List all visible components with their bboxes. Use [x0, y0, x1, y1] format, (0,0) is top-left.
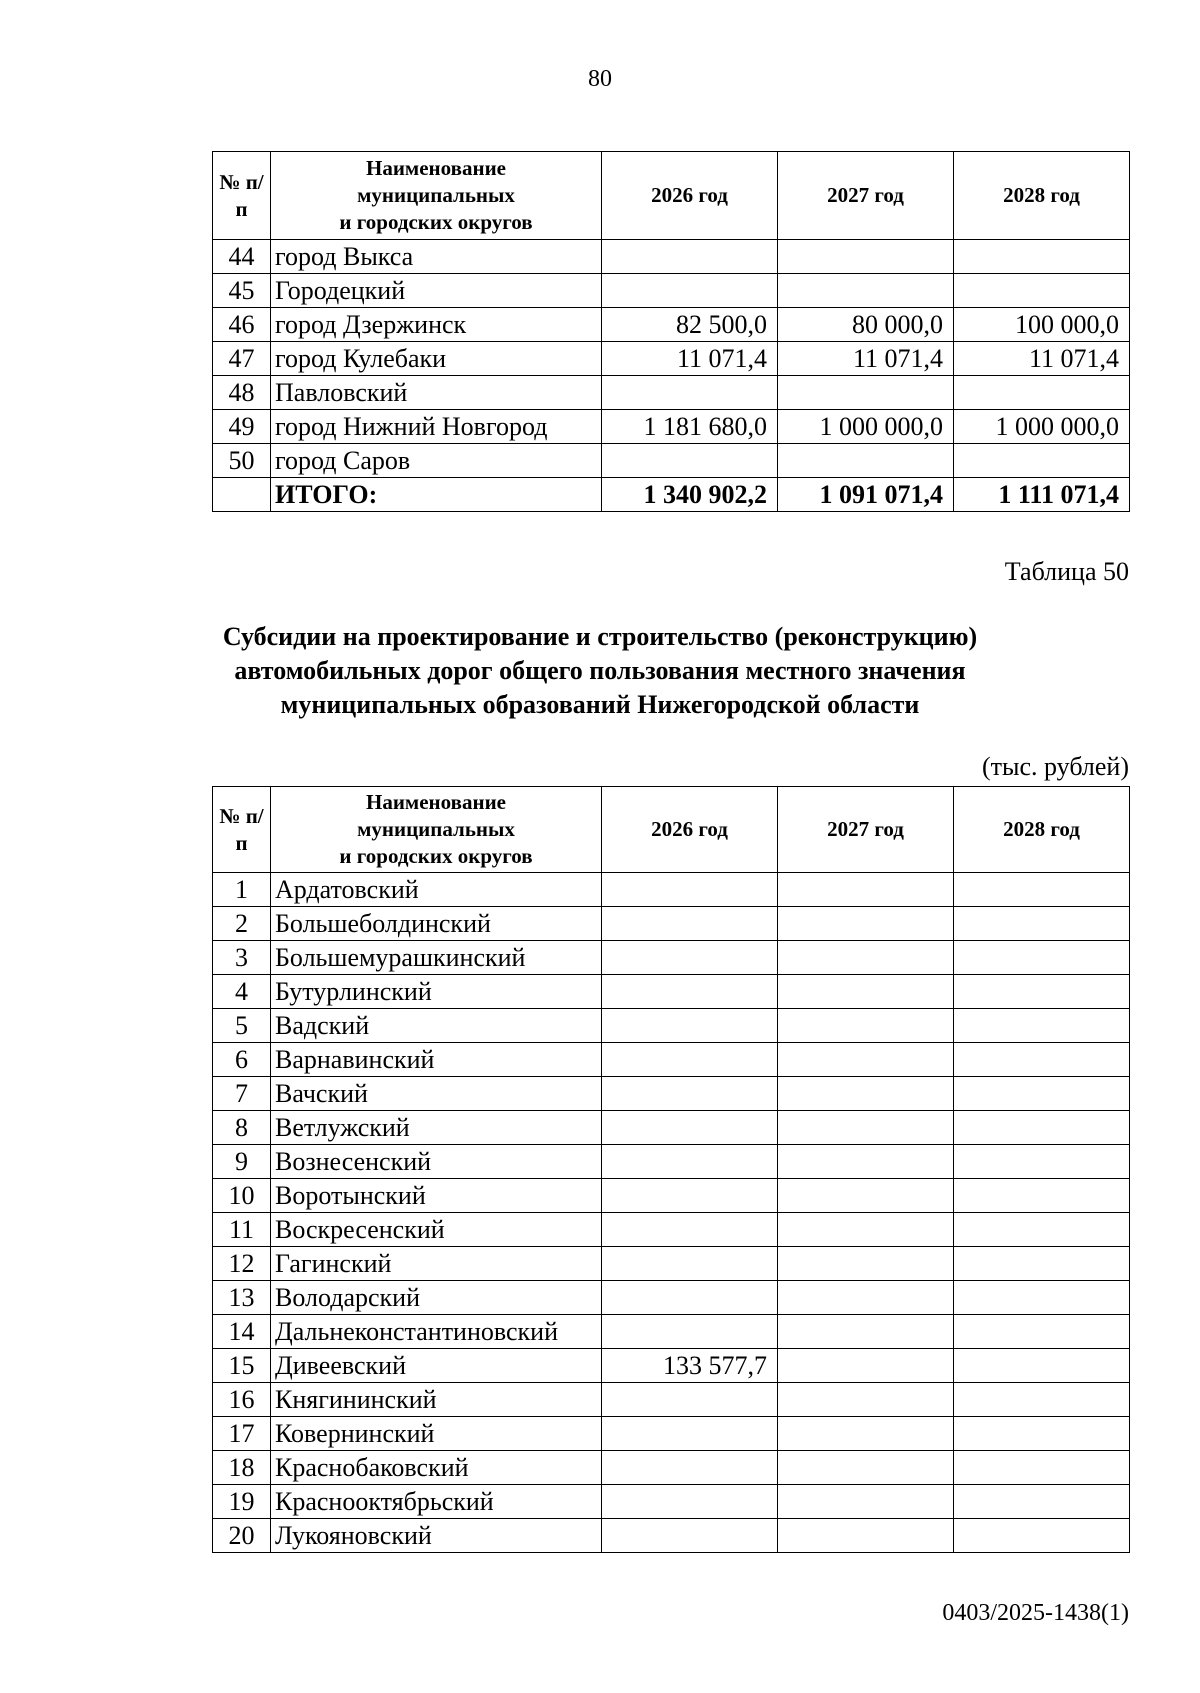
header-2026: 2026 год [602, 787, 778, 873]
table-row [213, 1519, 1130, 1553]
row-value-2027 [778, 1077, 954, 1111]
row-number: 18 [213, 1451, 271, 1485]
row-value-2028: 100 000,0 [954, 308, 1130, 342]
row-number: 45 [213, 274, 271, 308]
row-value-2027 [778, 376, 954, 410]
row-value-2026 [602, 1213, 778, 1247]
header-name-line: муниципальных [357, 817, 515, 841]
row-value-2028 [954, 1383, 1130, 1417]
row-name: Ардатовский [271, 873, 602, 907]
header-2027: 2027 год [778, 787, 954, 873]
row-name: Ковернинский [271, 1417, 602, 1451]
row-value-2027 [778, 1519, 954, 1553]
row-value-2026 [602, 873, 778, 907]
row-value-2027 [778, 907, 954, 941]
row-value-2028 [954, 1281, 1130, 1315]
row-value-2027 [778, 1349, 954, 1383]
header-name-line: Наименование [366, 156, 506, 180]
table-row [213, 410, 1130, 444]
row-value-2027 [778, 1009, 954, 1043]
row-value-2026 [602, 1111, 778, 1145]
table-continuation [212, 151, 1130, 512]
row-number: 17 [213, 1417, 271, 1451]
row-value-2028: 1 000 000,0 [954, 410, 1130, 444]
row-value-2026 [602, 1009, 778, 1043]
row-value-2028 [954, 1349, 1130, 1383]
row-name: Лукояновский [271, 1519, 602, 1553]
row-number: 6 [213, 1043, 271, 1077]
row-value-2028 [954, 1145, 1130, 1179]
row-number: 44 [213, 240, 271, 274]
row-value-2028 [954, 1485, 1130, 1519]
row-name: Володарский [271, 1281, 602, 1315]
table-row [213, 274, 1130, 308]
row-value-2028 [954, 1213, 1130, 1247]
row-value-2028 [954, 1009, 1130, 1043]
row-value-2028 [954, 941, 1130, 975]
table-row [213, 308, 1130, 342]
header-name-line: муниципальных [357, 183, 515, 207]
header-2028: 2028 год [954, 152, 1130, 240]
table-row [213, 907, 1130, 941]
row-value-2028 [954, 376, 1130, 410]
row-number: 19 [213, 1485, 271, 1519]
row-number: 5 [213, 1009, 271, 1043]
table-row [213, 342, 1130, 376]
row-name: Дивеевский [271, 1349, 602, 1383]
row-value-2028 [954, 873, 1130, 907]
table-row [213, 941, 1130, 975]
row-name: Гагинский [271, 1247, 602, 1281]
row-value-2028 [954, 1179, 1130, 1213]
row-value-2027 [778, 1213, 954, 1247]
row-number: 12 [213, 1247, 271, 1281]
total-2026: 1 340 902,2 [602, 478, 778, 512]
row-value-2026 [602, 1315, 778, 1349]
row-value-2027 [778, 1179, 954, 1213]
row-name: Городецкий [271, 274, 602, 308]
row-value-2028 [954, 1247, 1130, 1281]
row-value-2026 [602, 1179, 778, 1213]
row-number: 3 [213, 941, 271, 975]
total-row [213, 478, 1130, 512]
row-value-2028 [954, 1519, 1130, 1553]
table-row [213, 240, 1130, 274]
row-value-2027 [778, 1247, 954, 1281]
row-value-2026 [602, 274, 778, 308]
table-row [213, 1145, 1130, 1179]
table-title-line: Субсидии на проектирование и строительство (реконструкцию) [222, 622, 978, 651]
row-number: 10 [213, 1179, 271, 1213]
row-name: Краснобаковский [271, 1451, 602, 1485]
table-row [213, 873, 1130, 907]
units-label: (тыс. рублей) [981, 752, 1129, 781]
table-row [213, 1315, 1130, 1349]
row-value-2028 [954, 240, 1130, 274]
row-value-2027: 80 000,0 [778, 308, 954, 342]
document-code: 0403/2025-1438(1) [942, 1600, 1129, 1626]
table-50 [212, 786, 1130, 1553]
row-number: 20 [213, 1519, 271, 1553]
total-2028: 1 111 071,4 [954, 478, 1130, 512]
row-name: Вознесенский [271, 1145, 602, 1179]
row-value-2026: 11 071,4 [602, 342, 778, 376]
row-value-2028 [954, 975, 1130, 1009]
table-title-line: автомобильных дорог общего пользования местного значения [234, 656, 966, 685]
table-row [213, 1213, 1130, 1247]
row-value-2027 [778, 1315, 954, 1349]
table-row [213, 1383, 1130, 1417]
row-value-2027 [778, 1145, 954, 1179]
table-row [213, 1485, 1130, 1519]
row-name: Павловский [271, 376, 602, 410]
row-number: 47 [213, 342, 271, 376]
table-title [0, 620, 1200, 722]
row-value-2027 [778, 1111, 954, 1145]
row-value-2027 [778, 975, 954, 1009]
row-name: Ветлужский [271, 1111, 602, 1145]
row-value-2027 [778, 1485, 954, 1519]
header-name [271, 152, 602, 240]
header-name-line: и городских округов [339, 210, 533, 234]
row-value-2026 [602, 1077, 778, 1111]
row-name: город Кулебаки [271, 342, 602, 376]
row-value-2027: 11 071,4 [778, 342, 954, 376]
table-row [213, 975, 1130, 1009]
row-name: Вадский [271, 1009, 602, 1043]
row-value-2026 [602, 975, 778, 1009]
row-number: 1 [213, 873, 271, 907]
row-value-2028 [954, 1417, 1130, 1451]
table-row [213, 1247, 1130, 1281]
row-value-2026 [602, 240, 778, 274]
row-name: Воскресенский [271, 1213, 602, 1247]
row-value-2028 [954, 1315, 1130, 1349]
row-value-2026 [602, 1145, 778, 1179]
row-name: Княгининский [271, 1383, 602, 1417]
header-2026: 2026 год [602, 152, 778, 240]
row-value-2028 [954, 274, 1130, 308]
row-value-2028 [954, 1111, 1130, 1145]
row-value-2027 [778, 873, 954, 907]
row-number: 11 [213, 1213, 271, 1247]
table-row [213, 1009, 1130, 1043]
row-value-2027 [778, 1383, 954, 1417]
table-caption: Таблица 50 [1004, 557, 1129, 586]
table-row [213, 376, 1130, 410]
table-row [213, 1077, 1130, 1111]
row-value-2026 [602, 444, 778, 478]
row-number: 4 [213, 975, 271, 1009]
table-row [213, 1043, 1130, 1077]
row-name: Большеболдинский [271, 907, 602, 941]
row-number: 48 [213, 376, 271, 410]
row-name: Краснооктябрьский [271, 1485, 602, 1519]
table-header-row [213, 152, 1130, 240]
table-body [213, 873, 1130, 1553]
row-value-2027 [778, 1417, 954, 1451]
header-num: № п/п [213, 787, 271, 873]
header-2028: 2028 год [954, 787, 1130, 873]
row-value-2027 [778, 240, 954, 274]
page-number: 80 [588, 66, 612, 92]
row-value-2026 [602, 941, 778, 975]
table-body [213, 240, 1130, 512]
row-value-2026: 1 181 680,0 [602, 410, 778, 444]
header-name-line: Наименование [366, 790, 506, 814]
row-value-2028 [954, 1077, 1130, 1111]
header-name [271, 787, 602, 873]
row-name: Большемурашкинский [271, 941, 602, 975]
row-value-2028 [954, 1451, 1130, 1485]
row-name: Дальнеконстантиновский [271, 1315, 602, 1349]
row-name: город Нижний Новгород [271, 410, 602, 444]
row-name: Варнавинский [271, 1043, 602, 1077]
row-number: 50 [213, 444, 271, 478]
row-number: 2 [213, 907, 271, 941]
row-name: Вачский [271, 1077, 602, 1111]
total-label: ИТОГО: [271, 478, 602, 512]
row-number: 15 [213, 1349, 271, 1383]
row-name: город Выкса [271, 240, 602, 274]
row-value-2026 [602, 1281, 778, 1315]
total-2027: 1 091 071,4 [778, 478, 954, 512]
table-row [213, 1179, 1130, 1213]
row-number: 14 [213, 1315, 271, 1349]
row-value-2026 [602, 1383, 778, 1417]
table-row [213, 444, 1130, 478]
row-value-2027 [778, 274, 954, 308]
row-value-2027 [778, 1281, 954, 1315]
row-value-2027 [778, 444, 954, 478]
row-name: город Саров [271, 444, 602, 478]
row-value-2027: 1 000 000,0 [778, 410, 954, 444]
table-row [213, 1281, 1130, 1315]
row-value-2027 [778, 941, 954, 975]
row-value-2026 [602, 1485, 778, 1519]
row-value-2028: 11 071,4 [954, 342, 1130, 376]
row-value-2026 [602, 1451, 778, 1485]
header-num: № п/п [213, 152, 271, 240]
row-number: 8 [213, 1111, 271, 1145]
row-value-2026 [602, 907, 778, 941]
row-number: 9 [213, 1145, 271, 1179]
row-value-2026: 82 500,0 [602, 308, 778, 342]
table-header-row [213, 787, 1130, 873]
row-number: 13 [213, 1281, 271, 1315]
row-value-2026 [602, 1519, 778, 1553]
table-row [213, 1417, 1130, 1451]
table-row [213, 1349, 1130, 1383]
row-number: 49 [213, 410, 271, 444]
table-title-line: муниципальных образований Нижегородской области [280, 690, 920, 719]
row-value-2026 [602, 1417, 778, 1451]
row-value-2028 [954, 444, 1130, 478]
table-row [213, 1451, 1130, 1485]
row-name: Воротынский [271, 1179, 602, 1213]
row-number: 7 [213, 1077, 271, 1111]
row-value-2026 [602, 1247, 778, 1281]
row-value-2026: 133 577,7 [602, 1349, 778, 1383]
header-2027: 2027 год [778, 152, 954, 240]
row-value-2028 [954, 1043, 1130, 1077]
row-value-2027 [778, 1451, 954, 1485]
row-value-2027 [778, 1043, 954, 1077]
row-value-2026 [602, 376, 778, 410]
header-name-line: и городских округов [339, 844, 533, 868]
row-number: 46 [213, 308, 271, 342]
row-name: Бутурлинский [271, 975, 602, 1009]
row-value-2028 [954, 907, 1130, 941]
row-number: 16 [213, 1383, 271, 1417]
table-row [213, 1111, 1130, 1145]
row-name: город Дзержинск [271, 308, 602, 342]
row-value-2026 [602, 1043, 778, 1077]
total-blank-cell [213, 478, 271, 512]
